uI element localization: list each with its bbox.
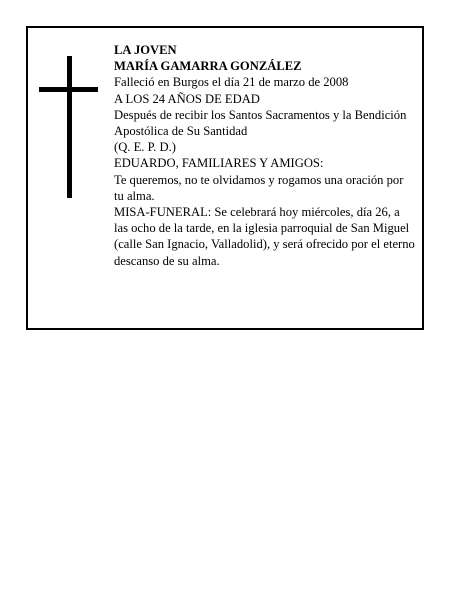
cross-horizontal-bar [39, 87, 98, 92]
message-line: Te queremos, no te olvidamos y rogamos una oración por tu alma. [114, 172, 404, 203]
notice-text [114, 42, 416, 269]
death-date-line: Falleció en Burgos el día 21 de marzo de 2008 [114, 75, 349, 90]
deceased-name: MARÍA GAMARRA GONZÁLEZ [114, 59, 302, 74]
funeral-mass-line: MISA-FUNERAL: Se celebrará hoy miércoles, día 26, a las ocho de la tarde, en la iglesia parroquial de San Miguel (calle San Ignacio, Valladolid), y será ofrecido por el eterno descanso de su alma. [114, 205, 415, 268]
rip-line: (Q. E. P. D.) [114, 140, 176, 155]
mourners-line: EDUARDO, FAMILIARES Y AMIGOS: [114, 156, 324, 171]
age-line: A LOS 24 AÑOS DE EDAD [114, 91, 260, 106]
cross-vertical-bar [67, 56, 72, 198]
sacraments-line: Después de recibir los Santos Sacramentos y la Bendición Apostólica de Su Santidad [114, 107, 407, 139]
intro-line: LA JOVEN [114, 43, 177, 57]
death-notice [26, 26, 424, 330]
